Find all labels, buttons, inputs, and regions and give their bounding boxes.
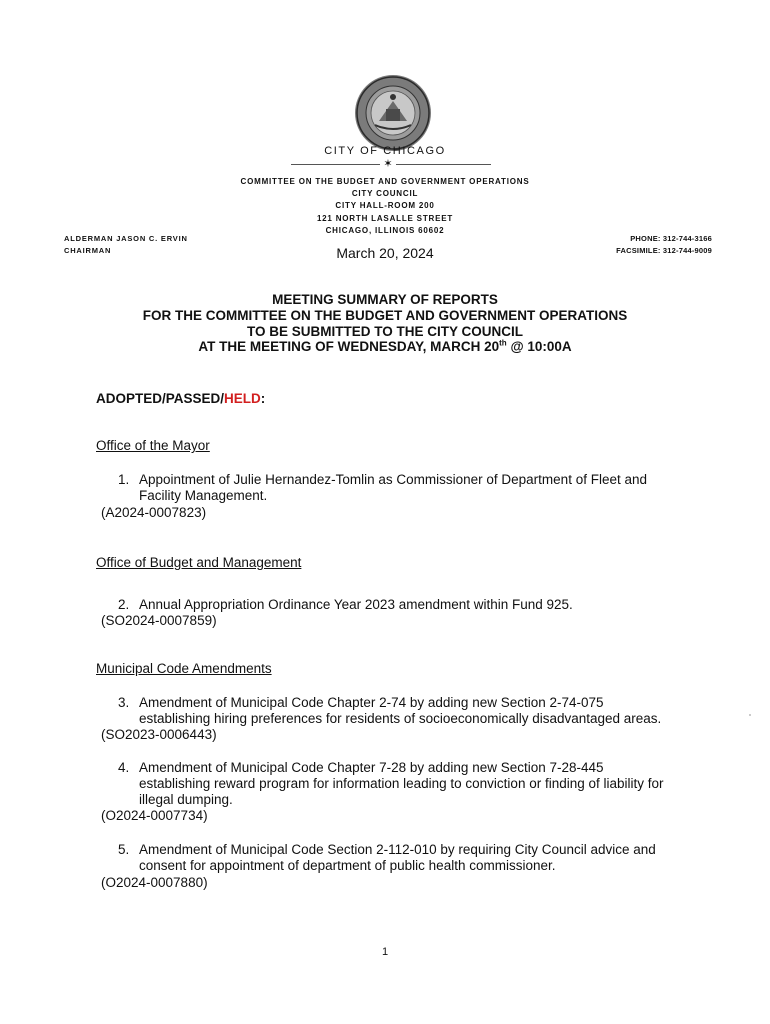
title-line-4-text: AT THE MEETING OF WEDNESDAY, MARCH 20 [198, 339, 500, 355]
chairman-name: ALDERMAN JASON C. ERVIN [64, 234, 188, 243]
item-code: (O2024-0007880) [101, 875, 208, 890]
title-line-3: TO BE SUBMITTED TO THE CITY COUNCIL [246, 323, 523, 339]
item-number: 5. [118, 842, 130, 857]
committee-name: COMMITTEE ON THE BUDGET AND GOVERNMENT OPERATIONS [240, 177, 530, 186]
status-colon: : [260, 391, 266, 406]
item-number: 4. [118, 760, 130, 775]
item-code: (A2024-0007823) [101, 505, 207, 520]
document-title [0, 292, 770, 355]
item-text-line: Amendment of Municipal Code Chapter 7-28 by adding new Section 7-28-445 [139, 760, 604, 775]
item-code: (SO2024-0007859) [101, 613, 217, 628]
item-text-line: establishing reward program for information leading to conviction or finding of liability for [139, 776, 664, 792]
city-seal-icon [353, 73, 433, 153]
item-number: 1. [118, 472, 130, 487]
item-text-line: illegal dumping. [139, 792, 233, 808]
item-text-line: Amendment of Municipal Code Section 2-112-010 by requiring City Council advice and [139, 842, 656, 857]
status-adopted-passed: ADOPTED/PASSED/ [96, 391, 225, 406]
title-line-4 [0, 339, 770, 355]
title-line-4-suffix: @ 10:00A [506, 339, 572, 355]
item-text-line: Appointment of Julie Hernandez-Tomlin as Commissioner of Department of Fleet and [139, 472, 647, 487]
committee-address [0, 176, 770, 237]
item-text [139, 760, 699, 809]
meeting-date: March 20, 2024 [336, 245, 434, 261]
section-heading-mayor: Office of the Mayor [96, 438, 210, 453]
city-name: CITY OF CHICAGO [324, 145, 446, 157]
item-text [139, 842, 699, 874]
item-text [139, 695, 699, 727]
title-line-1: MEETING SUMMARY OF REPORTS [272, 292, 498, 307]
section-heading-municipal-code: Municipal Code Amendments [96, 661, 272, 676]
item-code: (SO2023-0006443) [101, 727, 217, 742]
room: CITY HALL-ROOM 200 [335, 201, 435, 211]
item-text-line: consent for appointment of department of public health commissioner. [139, 858, 556, 874]
status-held: HELD [224, 391, 261, 406]
star-icon: ✶ [380, 157, 396, 171]
item-number: 2. [118, 597, 130, 612]
city-state: CHICAGO, ILLINOIS 60602 [325, 225, 445, 235]
item-text [139, 597, 699, 613]
facsimile: FACSIMILE: 312-744-9009 [616, 246, 712, 255]
page-number: 1 [381, 946, 389, 958]
status-heading [96, 391, 265, 406]
title-line-2: FOR THE COMMITTEE ON THE BUDGET AND GOVERNMENT OPERATIONS [142, 307, 628, 323]
item-text-line: establishing hiring preferences for residents of socioeconomically disadvantaged areas. [139, 711, 662, 727]
item-number: 3. [118, 695, 130, 710]
item-text [139, 472, 699, 504]
scan-speck [749, 714, 751, 716]
item-code: (O2024-0007734) [101, 808, 208, 823]
chairman-title: CHAIRMAN [64, 246, 112, 255]
section-heading-budget: Office of Budget and Management [96, 555, 302, 570]
item-text-line: Annual Appropriation Ordinance Year 2023 amendment within Fund 925. [139, 597, 573, 612]
phone: PHONE: 312-744-3166 [630, 234, 712, 243]
council-name: CITY COUNCIL [351, 189, 419, 199]
street: 121 NORTH LASALLE STREET [316, 213, 454, 223]
title-line-4-sup: th [499, 338, 507, 348]
item-text-line: Facility Management. [139, 488, 268, 504]
item-text-line: Amendment of Municipal Code Chapter 2-74 by adding new Section 2-74-075 [139, 695, 604, 710]
